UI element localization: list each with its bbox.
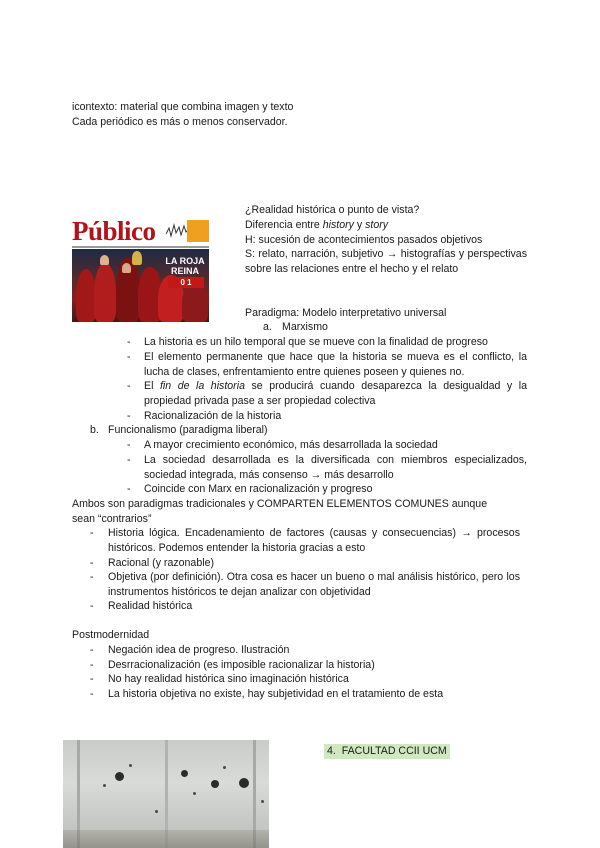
- history-term: history: [322, 219, 354, 231]
- postmodernidad-item-2: Desrracionalización (es imposible racionalizar la historia): [108, 659, 375, 671]
- funcionalismo-item-2: La sociedad desarrollada es la diversificada con miembros especializados, sociedad integrada, más consenso → más desarrollo: [144, 454, 527, 481]
- ambos-item-2: Racional (y razonable): [108, 557, 214, 569]
- bullet: -: [127, 483, 131, 495]
- funcionalismo-item-1: A mayor crecimiento económico, más desarrollada la sociedad: [144, 439, 438, 451]
- marxismo-item-3: El fin de la historia se producirá cuando desaparezca la desigualdad y la propiedad privada pase a ser propiedad colectiva: [144, 380, 527, 407]
- list-marker-a: a.: [263, 321, 272, 333]
- bullet-holes-wall-image: [63, 740, 269, 848]
- marxismo-item-1: La historia es un hilo temporal que se mueve con la finalidad de progreso: [144, 336, 488, 348]
- question-line: ¿Realidad histórica o punto de vista?: [245, 204, 420, 216]
- paradigm-line: Paradigma: Modelo interpretativo universal: [245, 307, 447, 319]
- bullet: -: [127, 454, 131, 466]
- bullet: -: [127, 336, 131, 348]
- masthead-rule: [72, 246, 209, 248]
- ambos-item-3: Objetiva (por definición). Otra cosa es hacer un bueno o mal análisis histórico, pero los instrumentos históricos te dejan analizar con objetividad: [108, 571, 520, 598]
- ambos-item-1: Historia lógica. Encadenamiento de factores (causas y consecuencias) → procesos históricos. Podemos entender la historia gracias a esto: [108, 527, 520, 554]
- bullet: -: [90, 673, 94, 685]
- marxismo-item-2: El elemento permanente que hace que la historia se mueva es el conflicto, la lucha de clases, enfrentamiento entre quienes poseen y quienes no.: [144, 351, 527, 378]
- fin-historia-term: fin de la historia: [159, 380, 245, 392]
- list-marker-b: b.: [90, 424, 99, 436]
- newspaper-image: [72, 216, 209, 322]
- arrow-tag-icon: [187, 220, 209, 242]
- postmodernidad-item-1: Negación idea de progreso. Ilustración: [108, 644, 290, 656]
- intro-line-2: Cada periódico es más o menos conservador.: [72, 116, 288, 128]
- difference-line: Diferencia entre history y story: [245, 219, 389, 231]
- bullet: -: [90, 644, 94, 656]
- bullet: -: [90, 527, 94, 539]
- intro-line-1: icontexto: material que combina imagen y texto: [72, 101, 294, 113]
- ambos-line-1: Ambos son paradigmas tradicionales y COMPARTEN ELEMENTOS COMUNES aunque: [72, 498, 488, 510]
- h-definition: H: sucesión de acontecimientos pasados objetivos: [245, 234, 483, 246]
- newspaper-masthead: Público: [72, 216, 156, 246]
- postmodernidad-item-4: La historia objetiva no existe, hay subjetividad en el tratamiento de esta: [108, 688, 444, 700]
- ambos-line-2: sean “contrarios”: [72, 513, 152, 525]
- ambos-item-4: Realidad histórica: [108, 600, 193, 612]
- postmodernidad-item-3: No hay realidad histórica sino imaginación histórica: [108, 673, 349, 685]
- bullet: -: [90, 571, 94, 583]
- bullet: -: [90, 557, 94, 569]
- section-4-heading: [324, 744, 450, 759]
- bullet: -: [127, 410, 131, 422]
- marxismo-item-4: Racionalización de la historia: [144, 410, 282, 422]
- bullet: -: [127, 439, 131, 451]
- story-term: story: [365, 219, 389, 231]
- bullet: -: [127, 351, 131, 363]
- bullet: -: [90, 659, 94, 671]
- bullet: -: [127, 380, 131, 392]
- bullet: -: [90, 600, 94, 612]
- marxismo-heading: Marxismo: [282, 321, 328, 333]
- section-4-title: FACULTAD CCII UCM: [341, 745, 447, 757]
- bullet: -: [90, 688, 94, 700]
- s-definition: S: relato, narración, subjetivo → histografías y perspectivas sobre las relaciones entre el hecho y el relato: [245, 248, 527, 275]
- postmodernidad-heading: Postmodernidad: [72, 629, 150, 641]
- funcionalismo-item-3: Coincide con Marx en racionalización y progreso: [144, 483, 373, 495]
- newspaper-headline: LA ROJA REINA: [165, 256, 205, 276]
- section-4-number: 4.: [327, 745, 336, 757]
- newspaper-score: 0 1: [168, 277, 204, 288]
- funcionalismo-heading: Funcionalismo (paradigma liberal): [108, 424, 268, 436]
